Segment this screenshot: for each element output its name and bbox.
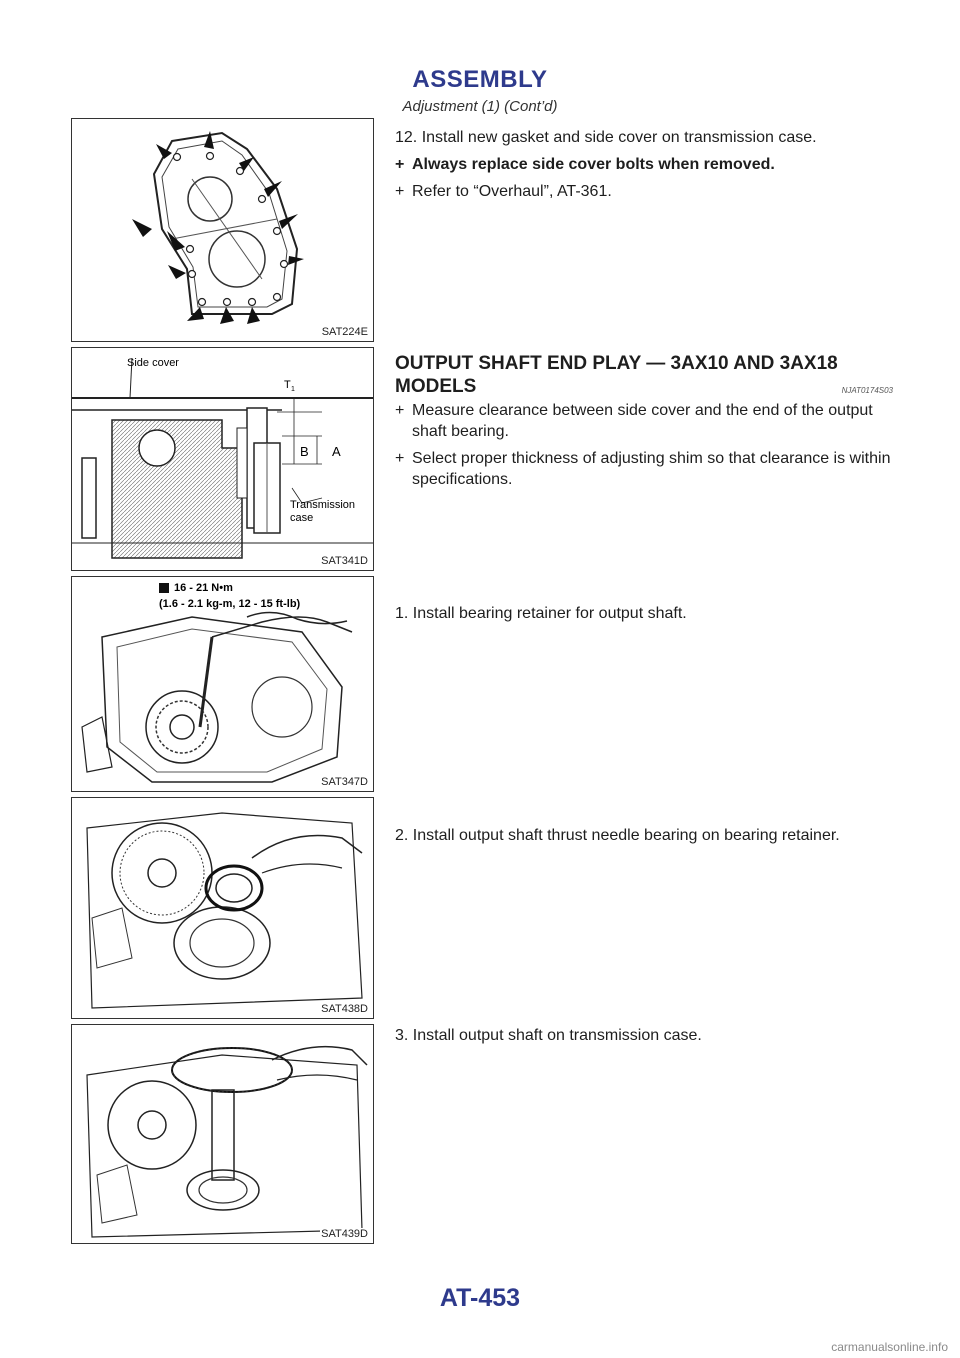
- figure-thrust-bearing: [71, 797, 374, 1019]
- label-case: case: [290, 512, 314, 524]
- bullet-text: Always replace side cover bolts when removed.: [412, 156, 775, 173]
- figure-code: SAT439D: [321, 1228, 368, 1240]
- section-install-output-shaft: [395, 1025, 893, 1052]
- section-reference-code: NJAT0174S03: [841, 386, 893, 395]
- figure-code: SAT341D: [321, 555, 368, 567]
- figure-code: SAT347D: [321, 776, 368, 788]
- label-side-cover: Side cover: [127, 357, 179, 369]
- bullet-mark: +: [395, 183, 405, 200]
- side-cover-illustration: [72, 119, 373, 341]
- bullet-replace-bolts: [395, 154, 893, 175]
- page-subtitle: Adjustment (1) (Cont’d): [402, 98, 558, 115]
- bullet-text: Measure clearance between side cover and the end of the output shaft bearing.: [412, 402, 873, 440]
- watermark: carmanualsonline.info: [831, 1340, 948, 1354]
- step-3-text: 3. Install output shaft on transmission case.: [395, 1027, 702, 1044]
- bullet-mark: +: [395, 402, 405, 419]
- step-1-text: 1. Install bearing retainer for output shaft.: [395, 605, 687, 622]
- section-install-bearing-retainer: [395, 603, 893, 630]
- section-output-shaft-end-play: [395, 352, 893, 496]
- section-title-line1: OUTPUT SHAFT END PLAY — 3AX10 AND 3AX18: [395, 353, 838, 374]
- label-b: B: [300, 444, 309, 459]
- figure-end-play-section: [71, 347, 374, 571]
- output-shaft-illustration: [72, 1025, 373, 1243]
- label-a: A: [332, 444, 341, 459]
- section-side-cover: [395, 127, 893, 208]
- page-header: [0, 66, 960, 115]
- bullet-select-shim: [395, 448, 893, 490]
- section-title-line2: MODELS: [395, 376, 477, 397]
- label-t1: T: [284, 379, 291, 391]
- bullet-mark: +: [395, 450, 405, 467]
- bullet-text: Select proper thickness of adjusting shim so that clearance is within specifications.: [412, 450, 891, 488]
- torque-spec-line1: 16 - 21 N•m: [174, 582, 233, 594]
- label-t1-sub: 1: [291, 386, 295, 393]
- bullet-mark: +: [395, 156, 405, 173]
- section-install-thrust-bearing: [395, 825, 893, 852]
- figure-output-shaft: [71, 1024, 374, 1244]
- bullet-text: Refer to “Overhaul”, AT-361.: [412, 183, 612, 200]
- figure-side-cover: [71, 118, 374, 342]
- figure-bearing-retainer: [71, 576, 374, 792]
- label-transmission: Transmission: [290, 499, 355, 511]
- page-number: AT-453: [439, 1284, 521, 1312]
- page-title: ASSEMBLY: [412, 66, 548, 93]
- end-play-cross-section: [72, 348, 373, 570]
- step-12-text: 12. Install new gasket and side cover on transmission case.: [395, 129, 817, 146]
- bullet-measure-clearance: [395, 400, 893, 442]
- step-2-text: 2. Install output shaft thrust needle bearing on bearing retainer.: [395, 827, 840, 844]
- torque-spec-line2: (1.6 - 2.1 kg-m, 12 - 15 ft-lb): [159, 598, 301, 610]
- figure-code: SAT438D: [321, 1003, 368, 1015]
- bearing-retainer-illustration: [72, 577, 373, 791]
- thrust-bearing-illustration: [72, 798, 373, 1018]
- bullet-refer-overhaul: [395, 181, 893, 202]
- figure-code: SAT224E: [321, 326, 368, 338]
- section-title: [395, 352, 893, 398]
